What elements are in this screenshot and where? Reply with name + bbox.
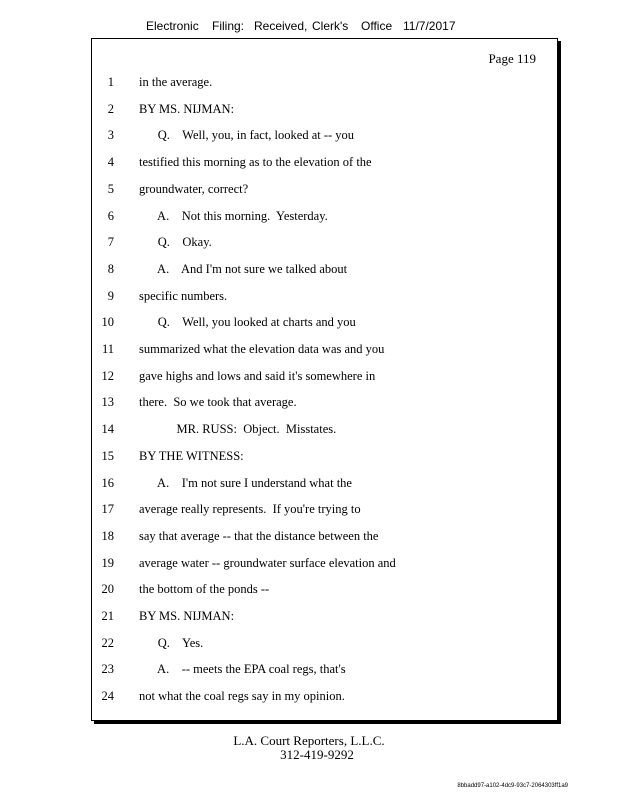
line-number: 20	[101, 582, 114, 597]
line-text: BY THE WITNESS:	[139, 448, 244, 463]
line-number: 6	[107, 208, 114, 223]
line-text: Q. Well, you, in fact, looked at -- you	[139, 128, 355, 143]
line-text: BY MS. NIJMAN:	[139, 609, 235, 623]
document-hash: 8bbadd97-a102-4dc9-93c7-2064303ff1a9	[457, 783, 568, 789]
line-text: summarized what the elevation data was and you	[139, 342, 385, 356]
line-number: 2	[107, 101, 114, 116]
header-date: 11/7/2017	[403, 19, 456, 33]
line-text: A. Not this morning. Yesterday.	[139, 208, 328, 223]
header-electronic: Electronic	[146, 19, 199, 33]
line-number: 13	[101, 395, 114, 410]
line-number: 21	[101, 609, 114, 623]
line-number: 12	[101, 368, 114, 383]
line-text: not what the coal regs say in my opinion.	[139, 689, 345, 704]
line-number: 7	[107, 235, 114, 250]
line-text: Q. Yes.	[139, 635, 204, 650]
line-number: 3	[107, 128, 114, 143]
line-number: 22	[101, 635, 114, 650]
line-text: A. And I'm not sure we talked about	[139, 261, 348, 276]
line-text: BY MS. NIJMAN:	[139, 101, 235, 116]
header-clerks: Clerk's	[312, 19, 349, 33]
line-number: 10	[101, 315, 114, 330]
line-number: 11	[101, 342, 114, 356]
line-number: 8	[107, 261, 114, 276]
line-text: Q. Well, you looked at charts and you	[139, 315, 356, 330]
line-number: 9	[107, 288, 114, 303]
line-text: in the average.	[139, 75, 213, 89]
line-text: groundwater, correct?	[139, 181, 249, 196]
header-filing: Filing:	[212, 19, 245, 33]
line-number: 16	[101, 475, 114, 490]
line-number: 23	[101, 662, 114, 677]
line-number: 1	[107, 75, 114, 89]
line-text: average water -- groundwater surface elevation and	[139, 555, 396, 570]
line-number: 14	[101, 422, 114, 437]
line-text: average really represents. If you're trying to	[139, 502, 361, 517]
line-text: testified this morning as to the elevation of the	[139, 155, 372, 170]
page-number: Page 119	[488, 51, 536, 66]
footer-phone: 312-419-9292	[280, 747, 354, 762]
line-number: 15	[101, 448, 114, 463]
line-number: 4	[107, 155, 114, 170]
line-text: gave highs and lows and said it's somewhere in	[139, 368, 376, 383]
line-number: 24	[101, 689, 114, 704]
line-text: A. I'm not sure I understand what the	[139, 475, 352, 490]
line-text: Q. Okay.	[139, 235, 212, 250]
line-number: 19	[101, 555, 114, 570]
transcript-page	[91, 38, 558, 721]
line-text: A. -- meets the EPA coal regs, that's	[139, 662, 346, 677]
line-number: 18	[101, 528, 114, 543]
header-office: Office	[361, 19, 393, 33]
line-text: there. So we took that average.	[139, 395, 297, 410]
line-text: specific numbers.	[139, 288, 228, 303]
line-number: 5	[107, 181, 114, 196]
line-text: MR. RUSS: Object. Misstates.	[139, 422, 337, 437]
line-number: 17	[101, 502, 114, 517]
line-text: say that average -- that the distance between the	[139, 528, 379, 543]
footer-company: L.A. Court Reporters, L.L.C.	[233, 733, 385, 748]
line-text: the bottom of the ponds --	[139, 582, 270, 597]
header-received: Received,	[254, 19, 308, 33]
